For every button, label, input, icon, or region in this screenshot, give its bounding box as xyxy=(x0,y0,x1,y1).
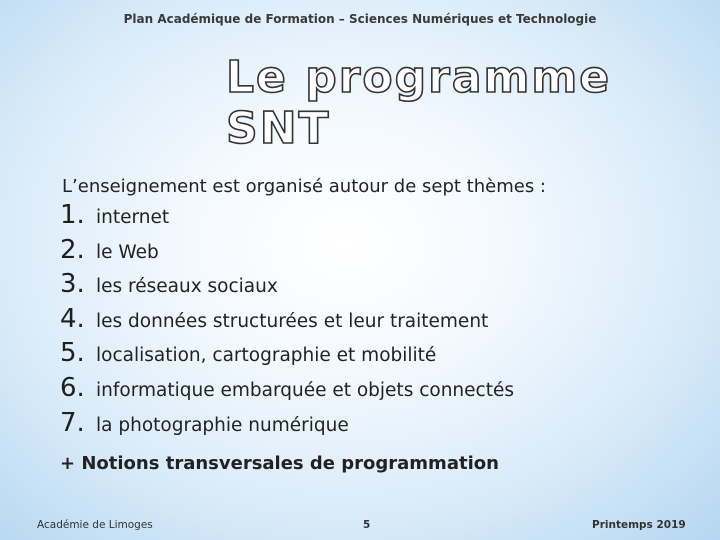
theme-label: internet xyxy=(96,207,170,228)
theme-number: 3. xyxy=(60,269,85,300)
theme-item xyxy=(60,304,514,339)
theme-label: informatique embarquée et objets connectés xyxy=(96,379,514,401)
theme-item xyxy=(60,338,514,373)
theme-label: la photographie numérique xyxy=(96,414,349,436)
theme-item xyxy=(60,373,514,408)
slide-title: Le programme SNT xyxy=(226,52,612,154)
theme-item xyxy=(60,235,514,270)
theme-item xyxy=(60,408,514,443)
theme-item xyxy=(60,269,514,304)
intro-text: L’enseignement est organisé autour de sept thèmes : xyxy=(62,176,546,197)
theme-number: 7. xyxy=(60,407,85,438)
theme-number: 6. xyxy=(60,372,85,403)
theme-number: 1. xyxy=(60,200,85,230)
theme-label: le Web xyxy=(96,241,159,263)
theme-label: localisation, cartographie et mobilité xyxy=(96,345,437,367)
themes-list xyxy=(60,200,514,442)
page-number: 5 xyxy=(363,519,371,531)
theme-number: 4. xyxy=(60,303,85,334)
footer-academy: Académie de Limoges xyxy=(37,519,153,531)
theme-label: les réseaux sociaux xyxy=(96,276,278,298)
theme-label: les données structurées et leur traitement xyxy=(96,310,489,332)
header-text: Plan Académique de Formation – Sciences Numériques et Technologie xyxy=(123,12,597,26)
theme-number: 5. xyxy=(60,338,85,369)
theme-number: 2. xyxy=(60,234,85,265)
theme-item xyxy=(60,200,514,235)
transversal-notions-text: + Notions transversales de programmation xyxy=(60,453,499,474)
footer-date: Printemps 2019 xyxy=(592,519,686,531)
